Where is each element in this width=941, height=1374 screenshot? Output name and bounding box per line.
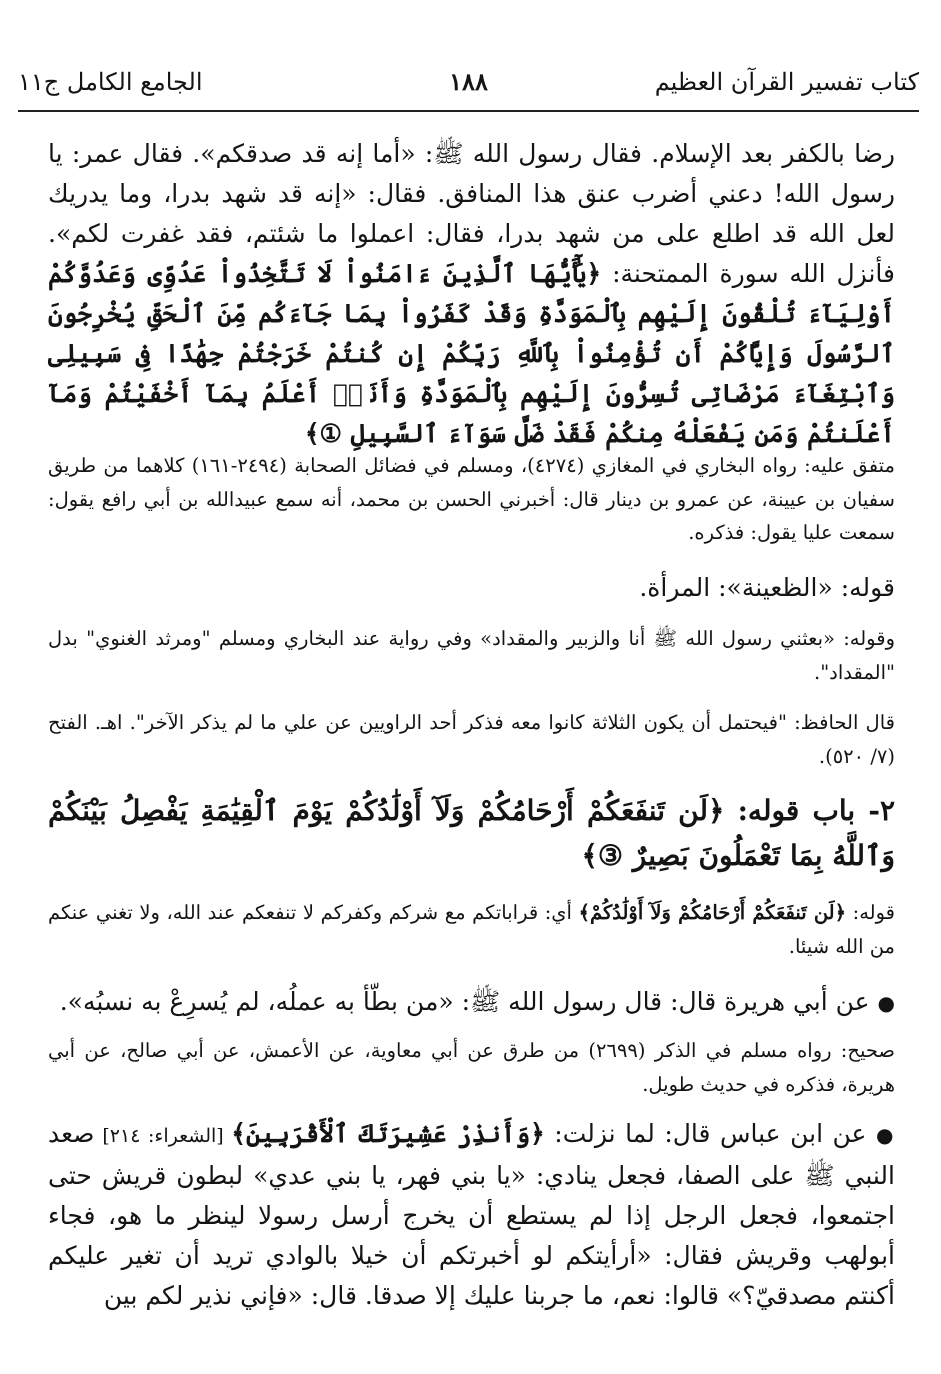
quran-verse: ﴿وَأَنذِرْ عَشِيرَتَكَ ٱلْأَقْرَبِينَ﴾: [231, 1119, 545, 1148]
hadith-paragraph: [48, 982, 895, 1023]
paragraph-text: وقوله: «بعثني رسول الله ﷺ أنا والزبير والمقداد» وفي رواية عند البخاري ومسلم "ومرثد الغنوي" بدل "المقداد".: [48, 627, 895, 684]
takhrij-paragraph: [48, 1034, 895, 1101]
running-head: [18, 60, 919, 104]
paragraph-hadith-ending: [48, 134, 895, 454]
paragraph-text: صحيح: رواه مسلم في الذكر (٢٦٩٩) من طرق عن أبي معاوية، عن الأعمش، عن أبي صالح، عن أبي هريرة، فذكره في حديث طويل.: [48, 1039, 895, 1096]
hafiz-quote-paragraph: [48, 706, 895, 773]
paragraph-text: صعد النبي ﷺ على الصفا، فجعل ينادي: «يا بني فهر، يا بني عدي» لبطون قريش حتى اجتمعوا، فجعل الرجل إذا لم يستطع أن يخرج أرسل رسولا لينظر ما هو، فجاء أبولهب وقريش فقال: «أرأيتكم لو أخبرتكم أن خيلا بالوادي تريد أن تغير عليكم أكنتم مصدقيّ؟» قالوا: نعم، ما جربنا عليك إلا صدقا. قال: «فإني نذير لكم بين: [48, 1119, 895, 1310]
quran-verse: ﴿لَن تَنفَعَكُمْ أَرْحَامُكُمْ وَلَآ أَوْلَٰدُكُمْ﴾: [578, 901, 847, 924]
takhrij-paragraph: [48, 449, 895, 550]
hadith-paragraph: [48, 1114, 895, 1316]
paragraph-text: عن أبي هريرة قال: قال رسول الله ﷺ: «من بطّأ به عملُه، لم يُسرِعْ به نسبُه».: [59, 987, 878, 1016]
header-divider: [18, 110, 919, 112]
note-paragraph: [48, 622, 895, 689]
paragraph-text: أي: قراباتكم مع شركم وكفركم لا تنفعكم عند الله، ولا تغني عنكم من الله شيئا.: [48, 901, 895, 958]
book-title: كتاب تفسير القرآن العظيم: [654, 68, 919, 96]
quran-verse: ﴿لَن تَنفَعَكُمْ أَرْحَامُكُمْ وَلَآ أَوْلَٰدُكُمْ يَوْمَ ٱلْقِيَٰمَةِ يَفْصِلُ بَيْنَكُمْ وَٱللَّهُ بِمَا تَعْمَلُونَ بَصِيرٌ ③﴾: [48, 794, 895, 872]
page-number: ١٨٨: [449, 67, 488, 96]
explanation-paragraph: [48, 568, 895, 608]
verse-commentary-paragraph: [48, 896, 895, 963]
volume-label: الجامع الكامل ج١١: [18, 68, 203, 96]
chapter-heading-label: ٢- باب قوله:: [724, 794, 896, 827]
paragraph-text: قوله: «الظعينة»: المرأة.: [639, 573, 895, 602]
quran-verse: ﴿يَٰٓأَيُّهَا ٱلَّذِينَ ءَامَنُواْ لَا تَتَّخِذُواْ عَدُوِّى وَعَدُوَّكُمْ أَوْلِيَآءَ تُلْقُونَ إِلَيْهِم بِٱلْمَوَدَّةِ وَقَدْ كَفَرُواْ بِمَا جَآءَكُم مِّنَ ٱلْحَقِّ يُخْرِجُونَ ٱلرَّسُولَ وَإِيَّاكُمْ أَن تُؤْمِنُواْ بِٱللَّهِ رَبِّكُمْ إِن كُنتُمْ خَرَجْتُمْ جِهَٰدًا فِى سَبِيلِى وَٱبْتِغَآءَ مَرْضَاتِى تُسِرُّونَ إِلَيْهِم بِٱلْمَوَدَّةِ وَأَنَا۠ أَعْلَمُ بِمَآ أَخْفَيْتُمْ وَمَآ أَعْلَنتُمْ وَمَن يَفْعَلْهُ مِنكُمْ فَقَدْ ضَلَّ سَوَآءَ ٱلسَّبِيلِ ①﴾: [48, 259, 895, 448]
paragraph-text: رضا بالكفر بعد الإسلام. فقال رسول الله ﷺ: «أما إنه قد صدقكم». فقال عمر: يا رسول الله! دعني أضرب عنق هذا المنافق. فقال: «إنه قد شهد بدرا، وما يدريك لعل الله قد اطلع على من شهد بدرا، فقال: اعملوا ما شئتم، فقد غفرت لكم». فأنزل الله سورة الممتحنة:: [48, 139, 895, 288]
bullet-icon: ●: [877, 991, 895, 1015]
paragraph-text: قوله:: [846, 901, 895, 924]
bullet-icon: ●: [875, 1123, 895, 1147]
paragraph-text: متفق عليه: رواه البخاري في المغازي (٤٢٧٤)، ومسلم في فضائل الصحابة (٢٤٩٤-١٦١) كلاهما من طريق سفيان بن عيينة، عن عمرو بن دينار قال: أخبرني الحسن بن محمد، أنه سمع عبيدالله بن أبي رافع يقول: سمعت عليا يقول: فذكره.: [48, 454, 895, 544]
chapter-heading: [48, 788, 895, 878]
paragraph-text: قال الحافظ: "فيحتمل أن يكون الثلاثة كانوا معه فذكر أحد الراويين عن علي ما لم يذكر الآخر". اهـ. الفتح (٧/ ٥٢٠).: [48, 711, 895, 768]
verse-reference: [الشعراء: ٢١٤]: [102, 1125, 232, 1147]
paragraph-text: عن ابن عباس قال: لما نزلت:: [544, 1119, 876, 1148]
